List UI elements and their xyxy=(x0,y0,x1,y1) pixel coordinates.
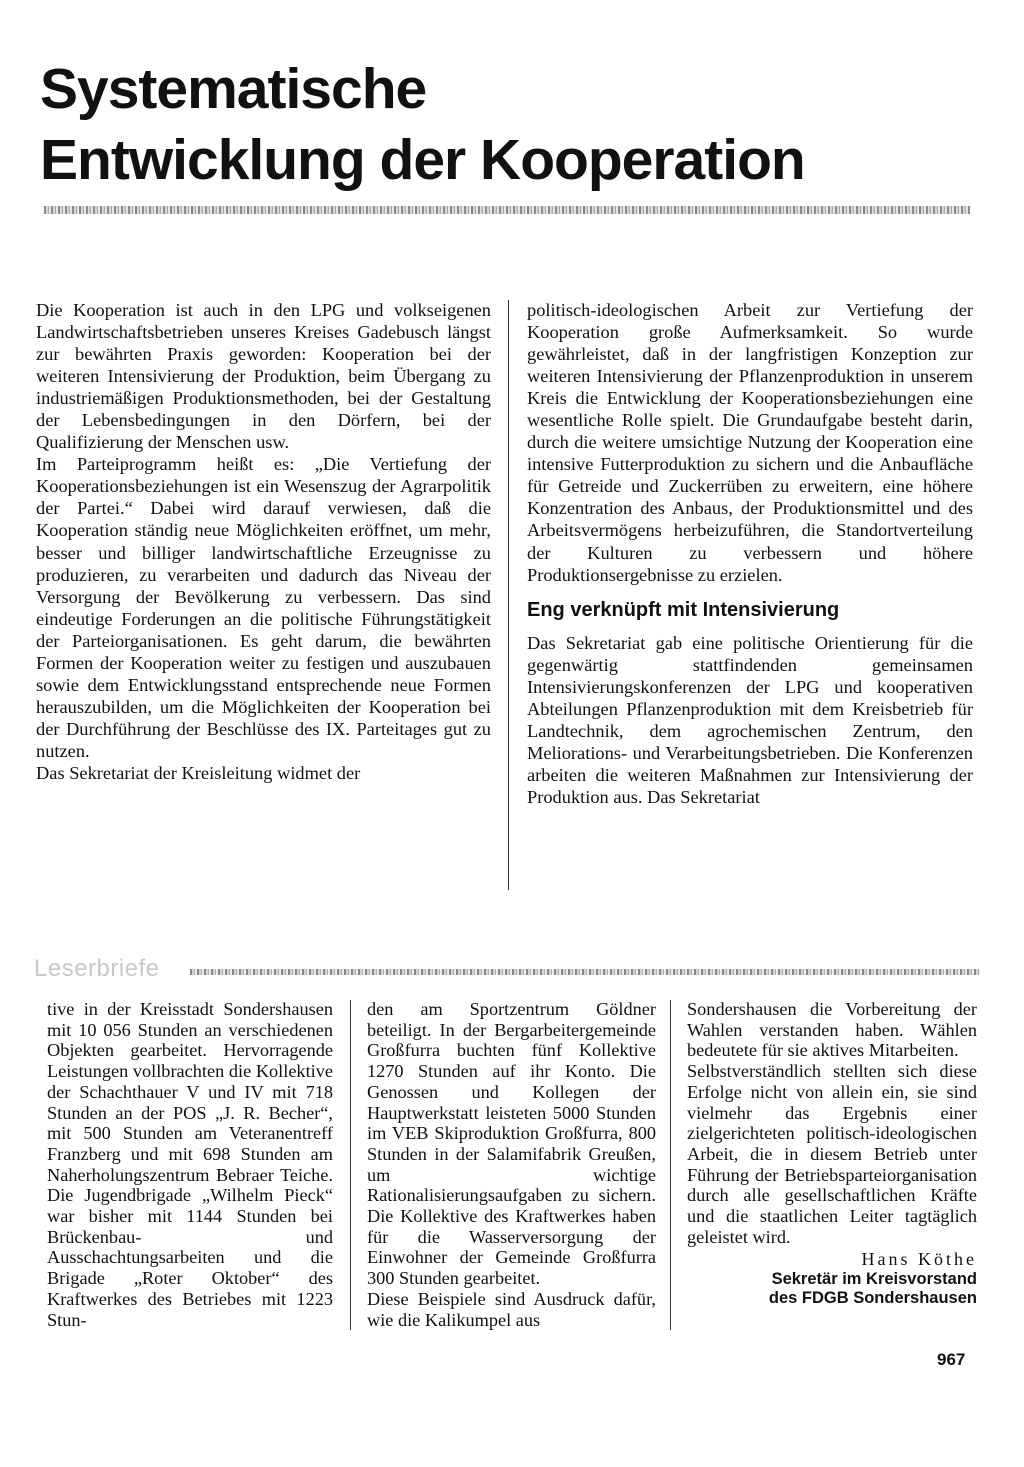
article-paragraph: Im Parteiprogramm heißt es: „Die Vertiefung der Kooperationsbeziehungen ist ein Wesenszug der Agrarpolitik der Partei.“ Dabei wird darauf verwiesen, daß die Kooperation ständig neue Möglichkeiten eröffnet, um mehr, besser und billiger landwirtschaftliche Erzeugnisse zu produzieren, zu verarbeiten und dadurch das Niveau der Versorgung der Bevölkerung zu verbessern. Das sind eindeutige Forderungen an die politische Führungstätigkeit der Parteiorganisationen. Es geht darum, die bewährten Formen der Kooperation weiter zu festigen und auszubauen sowie dem Entwicklungsstand entsprechende neue Formen herauszubilden, um die Möglichkeiten der Kooperation bei der Durchführung der Beschlüsse des IX. Parteitages gut zu nutzen. xyxy=(36,454,491,761)
letters-section-rule xyxy=(190,969,980,975)
author-name: Hans Köthe xyxy=(861,1249,977,1270)
letter-signature xyxy=(687,1249,977,1308)
article-paragraph: politisch-ideologischen Arbeit zur Vertiefung der Kooperation große Aufmerksamkeit. So wurde gewährleistet, daß in der langfristigen Konzeption zur weiteren Intensivierung der Pflanzenproduktion in unserem Kreis die Entwicklung der Kooperationsbeziehungen eine wesentliche Rolle spielt. Die Grundaufgabe besteht darin, durch die weitere umsichtige Nutzung der Kooperation eine intensive Futterproduktion zu sichern und die Anbaufläche für Getreide und Zuckerrüben zu erweitern, eine höhere Konzentration des Anbaus, der Produktionsmittel und des Arbeitsvermögens herbeizuführen, die Standortverteilung der Kulturen zu verbessern und höhere Produktionsergebnisse zu erzielen. xyxy=(527,300,973,585)
letter-paragraph: den am Sportzentrum Göldner beteiligt. In der Bergarbeitergemeinde Großfurra buchten fünf Kollektive 1270 Stunden auf ihr Konto. Die Genossen und Kollegen der Hauptwerkstatt leisteten 5000 Stunden im VEB Skiproduktion Großfurra, 800 Stunden in der Salamifabrik Greußen, um wichtige Rationalisierungsaufgaben zu sichern. Die Kollektive des Kraftwerkes haben für die Wasserversorgung der Einwohner der Gemeinde Großfurra 300 Stunden gearbeitet. xyxy=(367,999,656,1289)
author-role-line-2: des FDGB Sondershausen xyxy=(768,1289,977,1308)
column-divider xyxy=(508,300,509,890)
letter-paragraph: tive in der Kreisstadt Sondershausen mit 10 056 Stunden an verschiedenen Objekten gearbeitet. Hervorragende Leistungen vollbrachten die Kollektive der Schachthauer V und IV mit 718 Stunden an der POS „J. R. Becher“, mit 500 Stunden am Veteranentreff Franzberg und mit 698 Stunden am Naherholungszentrum Bebraer Teiche. Die Jugendbrigade „Wilhelm Pieck“ war bisher mit 1144 Stunden bei Brückenbau- und Ausschachtungsarbeiten und die Brigade „Roter Oktober“ des Kraftwerkes des Betriebes mit 1223 Stun- xyxy=(47,999,333,1330)
article-subheading: Eng verknüpft mit Intensivierung xyxy=(527,598,840,621)
letter-paragraph: Diese Beispiele sind Ausdruck dafür, wie die Kalikumpel aus xyxy=(367,1288,656,1330)
letters-column-3 xyxy=(687,999,977,1308)
page-number: 967 xyxy=(937,1350,966,1369)
title-separator-rule xyxy=(44,206,970,214)
letter-paragraph: Selbstverständlich stellten sich diese Erfolge nicht von allein ein, sie sind vielmehr das Ergebnis einer zielgerichteten politisch-ideologischen Arbeit, die in diesem Betrieb unter Führung der Betriebsparteiorganisation durch alle gesellschaftlichen Kräfte und die staatlichen Leiter tagtäglich geleistet wird. xyxy=(687,1061,977,1247)
article-column-left xyxy=(36,299,491,784)
article-title-line-2: Entwicklung der Kooperation xyxy=(40,128,805,192)
article-paragraph: Das Sekretariat der Kreisleitung widmet der xyxy=(36,762,361,783)
letters-section-label: Leserbriefe xyxy=(34,955,160,982)
letters-column-1 xyxy=(47,999,333,1330)
letter-paragraph: Sondershausen die Vorbereitung der Wahlen verstanden haben. Wählen bedeutete für sie aktives Mitarbeiten. xyxy=(687,999,977,1061)
article-column-right xyxy=(527,299,973,808)
letters-column-2 xyxy=(367,999,656,1330)
article-title xyxy=(40,54,940,196)
letters-column-divider xyxy=(670,1000,671,1330)
author-role-line-1: Sekretär im Kreisvorstand xyxy=(771,1270,977,1289)
article-title-line-1: Systematische xyxy=(40,57,427,121)
letters-column-divider xyxy=(350,1000,351,1330)
article-paragraph: Das Sekretariat gab eine politische Orientierung für die gegenwärtig stattfindenden gemeinsamen Intensivierungskonferenzen der LPG und kooperativen Abteilungen Pflanzenproduktion mit dem Kreisbetrieb für Landtechnik, dem agrochemischen Zentrum, den Meliorations- und Verarbeitungsbetrieben. Die Konferenzen arbeiten die weiteren Maßnahmen zur Intensivierung der Produktion aus. Das Sekretariat xyxy=(527,632,973,807)
article-paragraph: Die Kooperation ist auch in den LPG und volkseigenen Landwirtschaftsbetrieben unseres Kreises Gadebusch längst zur bewährten Praxis geworden: Kooperation bei der weiteren Intensivierung der Produktion, beim Übergang zu industriemäßigen Produktionsmethoden, bei der Gestaltung der Lebensbedingungen in den Dörfern, bei der Qualifizierung der Menschen usw. xyxy=(36,300,491,453)
